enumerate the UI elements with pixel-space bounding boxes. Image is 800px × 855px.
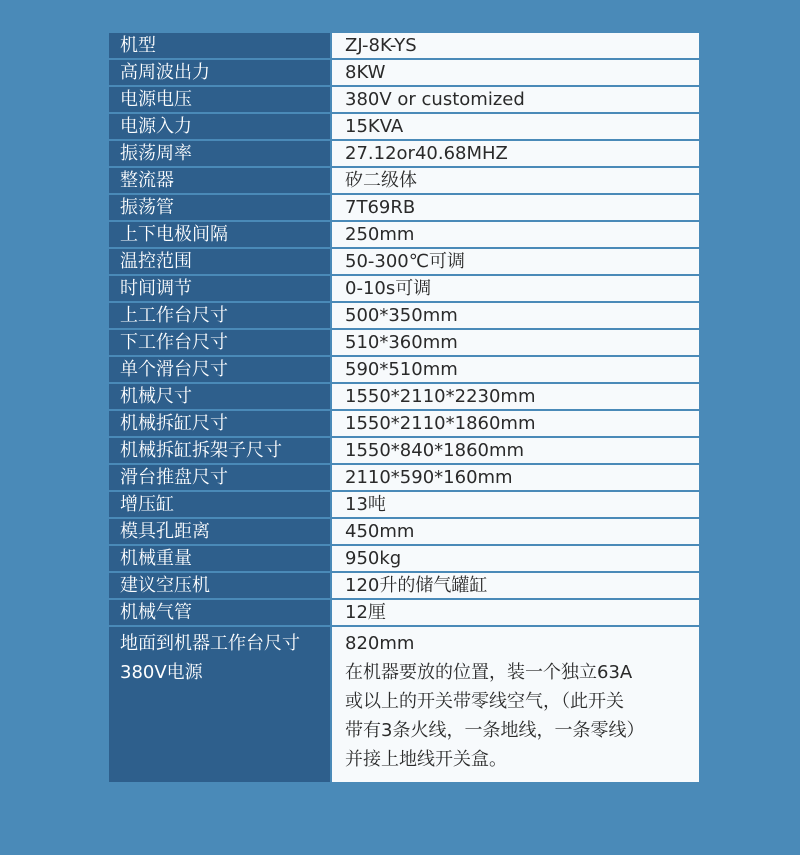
spec-value: 500*350mm: [331, 302, 700, 329]
spec-value: ZJ-8K-YS: [331, 32, 700, 59]
spec-row: [108, 383, 700, 410]
spec-row: [108, 464, 700, 491]
spec-row: [108, 599, 700, 626]
spec-label: 增压缸: [108, 491, 331, 518]
spec-value: 12厘: [331, 599, 700, 626]
spec-row: [108, 491, 700, 518]
spec-label-line: 380V电源: [120, 662, 203, 683]
spec-row: [108, 518, 700, 545]
spec-row: [108, 275, 700, 302]
spec-value: 50-300℃可调: [331, 248, 700, 275]
spec-row: [108, 248, 700, 275]
spec-value-line: 820mm: [345, 633, 415, 654]
spec-row: [108, 545, 700, 572]
spec-value: 1550*840*1860mm: [331, 437, 700, 464]
spec-value: 590*510mm: [331, 356, 700, 383]
spec-label: 时间调节: [108, 275, 331, 302]
spec-table: [107, 31, 701, 784]
spec-value: 13吨: [331, 491, 700, 518]
spec-table-body: [108, 32, 700, 783]
spec-label: [108, 626, 331, 783]
spec-label: 电源电压: [108, 86, 331, 113]
spec-value-line: 并接上地线开关盒。: [345, 749, 507, 770]
spec-value: 矽二级体: [331, 167, 700, 194]
spec-row: [108, 140, 700, 167]
spec-label: 电源入力: [108, 113, 331, 140]
spec-label-line: 地面到机器工作台尺寸: [120, 633, 300, 654]
spec-label: 机型: [108, 32, 331, 59]
spec-label: 机械拆缸尺寸: [108, 410, 331, 437]
spec-row: [108, 572, 700, 599]
spec-label: 高周波出力: [108, 59, 331, 86]
spec-row: [108, 329, 700, 356]
spec-row: [108, 59, 700, 86]
spec-row: [108, 32, 700, 59]
spec-value: 120升的储气罐缸: [331, 572, 700, 599]
spec-row: [108, 113, 700, 140]
spec-value-line: 或以上的开关带零线空气，（此开关: [345, 691, 624, 712]
spec-label: 单个滑台尺寸: [108, 356, 331, 383]
spec-label: 机械重量: [108, 545, 331, 572]
spec-label: 建议空压机: [108, 572, 331, 599]
spec-value-line: 在机器要放的位置，装一个独立63A: [345, 662, 633, 683]
spec-value: 250mm: [331, 221, 700, 248]
spec-value-line: 带有3条火线，一条地线，一条零线）: [345, 720, 645, 741]
spec-value: 950kg: [331, 545, 700, 572]
spec-row: [108, 437, 700, 464]
spec-label: 机械尺寸: [108, 383, 331, 410]
spec-label: 振荡管: [108, 194, 331, 221]
spec-value: 1550*2110*1860mm: [331, 410, 700, 437]
spec-value: 15KVA: [331, 113, 700, 140]
spec-row: [108, 86, 700, 113]
spec-value: 380V or customized: [331, 86, 700, 113]
spec-label: 滑台推盘尺寸: [108, 464, 331, 491]
spec-label: 振荡周率: [108, 140, 331, 167]
spec-row-power-note: [108, 626, 700, 783]
spec-value: 2110*590*160mm: [331, 464, 700, 491]
spec-value: 0-10s可调: [331, 275, 700, 302]
spec-value: 1550*2110*2230mm: [331, 383, 700, 410]
spec-value: 27.12or40.68MHZ: [331, 140, 700, 167]
spec-label: 温控范围: [108, 248, 331, 275]
spec-label: 整流器: [108, 167, 331, 194]
spec-label: 模具孔距离: [108, 518, 331, 545]
spec-row: [108, 356, 700, 383]
spec-row: [108, 410, 700, 437]
spec-row: [108, 302, 700, 329]
spec-row: [108, 221, 700, 248]
spec-label: 下工作台尺寸: [108, 329, 331, 356]
spec-value: 7T69RB: [331, 194, 700, 221]
spec-label: 上工作台尺寸: [108, 302, 331, 329]
spec-row: [108, 194, 700, 221]
spec-value: 450mm: [331, 518, 700, 545]
spec-label: 机械拆缸拆架子尺寸: [108, 437, 331, 464]
spec-row: [108, 167, 700, 194]
spec-label: 机械气管: [108, 599, 331, 626]
spec-value: [331, 626, 700, 783]
spec-label: 上下电极间隔: [108, 221, 331, 248]
spec-value: 510*360mm: [331, 329, 700, 356]
spec-value: 8KW: [331, 59, 700, 86]
